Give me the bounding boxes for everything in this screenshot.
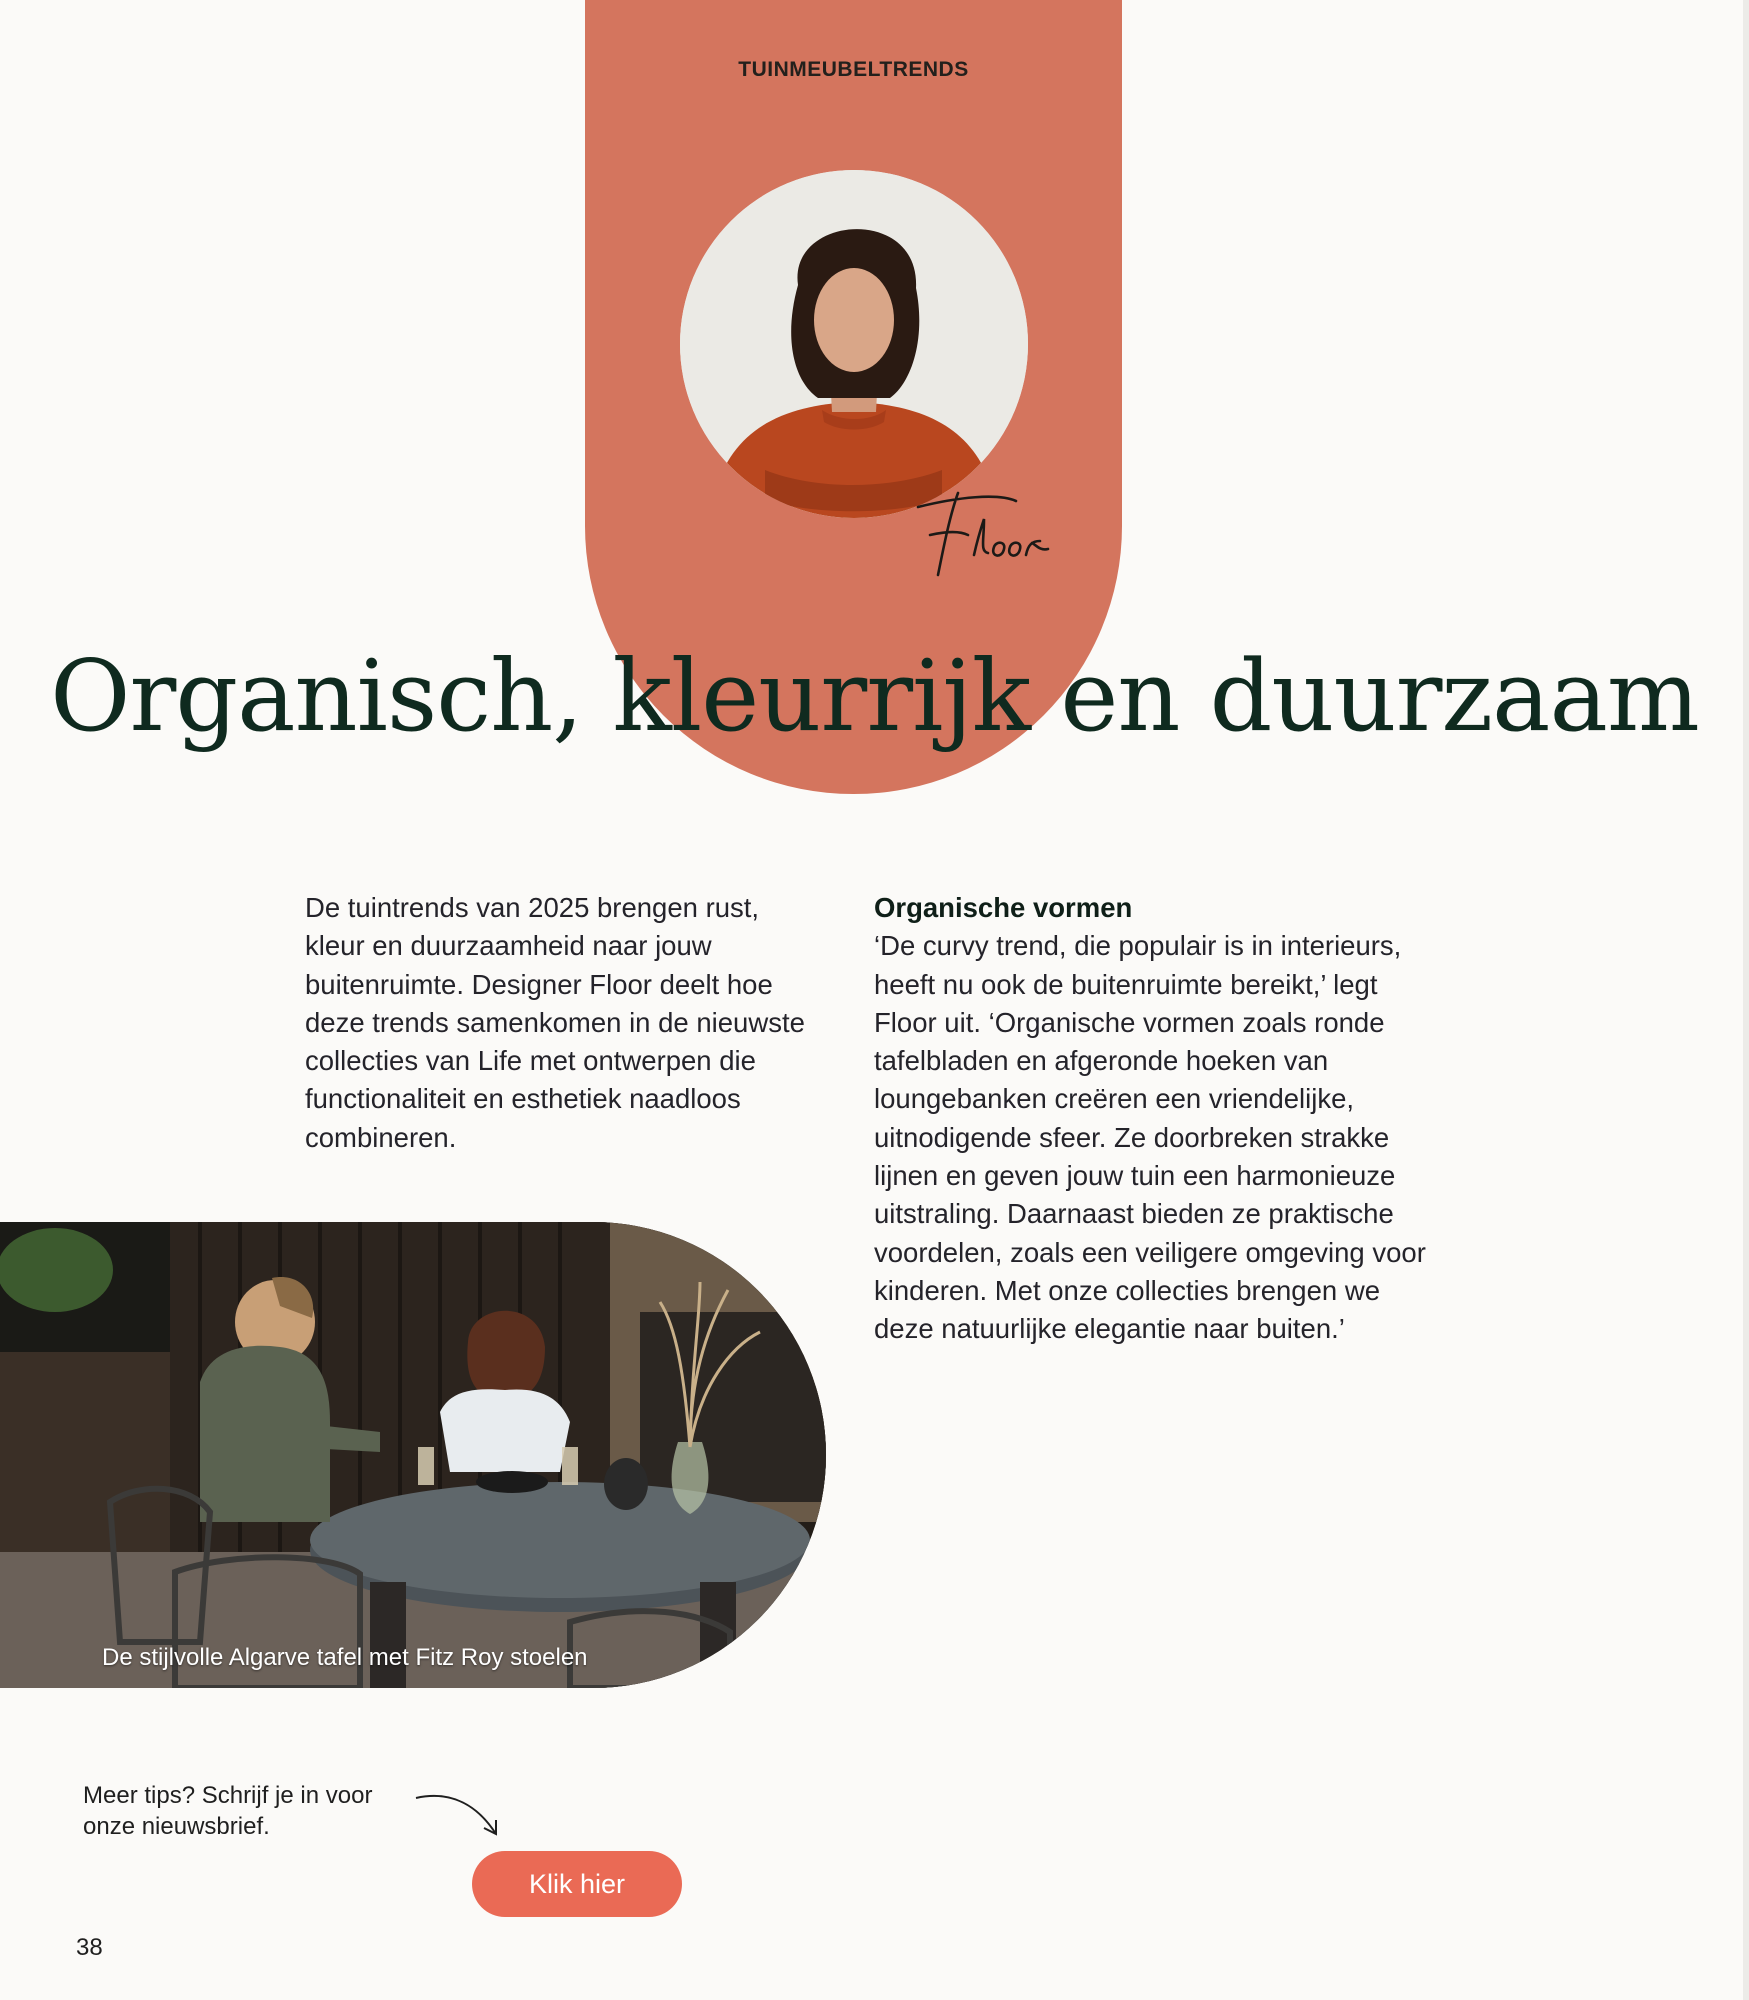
photo-caption: De stijlvolle Algarve tafel met Fitz Roy stoelen xyxy=(102,1644,588,1671)
floor-signature xyxy=(908,485,1058,595)
curved-arrow-icon xyxy=(412,1788,502,1840)
page-edge xyxy=(1743,0,1749,2000)
section-subheading: Organische vormen xyxy=(874,892,1133,923)
newsletter-signup-button[interactable]: Klik hier xyxy=(472,1851,682,1917)
section-eyebrow: TUINMEUBELTRENDS xyxy=(738,58,969,81)
article-headline: Organisch, kleurrijk en duurzaam xyxy=(50,640,1699,754)
dining-photo xyxy=(0,1222,826,1688)
page-number: 38 xyxy=(76,1934,103,1961)
intro-paragraph: De tuintrends van 2025 brengen rust, kleur en duurzaamheid naar jouw buitenruimte. Designer Floor deelt hoe deze trends samenkomen in de nieuwste collecties van Life met ontwerpen die functionaliteit en esthetiek naadloos combineren. xyxy=(305,892,805,1153)
body-paragraph: ‘De curvy trend, die populair is in interieurs, heeft nu ook de buitenruimte bereikt,’ legt Floor uit. ‘Organische vormen zoals ronde tafelbladen en afgeronde hoeken van loungebanken creëren een vriendelijke, uitnodigende sfeer. Ze doorbreken strakke lijnen en geven jouw tuin een harmonieuze uitstraling. Daarnaast bieden ze praktische voordelen, zoals een veiligere omgeving voor kinderen. Met onze collecties brengen we deze natuurlijke elegantie naar buiten.’ xyxy=(874,930,1426,1345)
newsletter-tip: Meer tips? Schrijf je in voor onze nieuwsbrief. xyxy=(83,1782,373,1840)
intro-column xyxy=(305,889,825,1157)
body-column xyxy=(874,889,1434,1349)
designer-portrait xyxy=(680,170,1028,518)
